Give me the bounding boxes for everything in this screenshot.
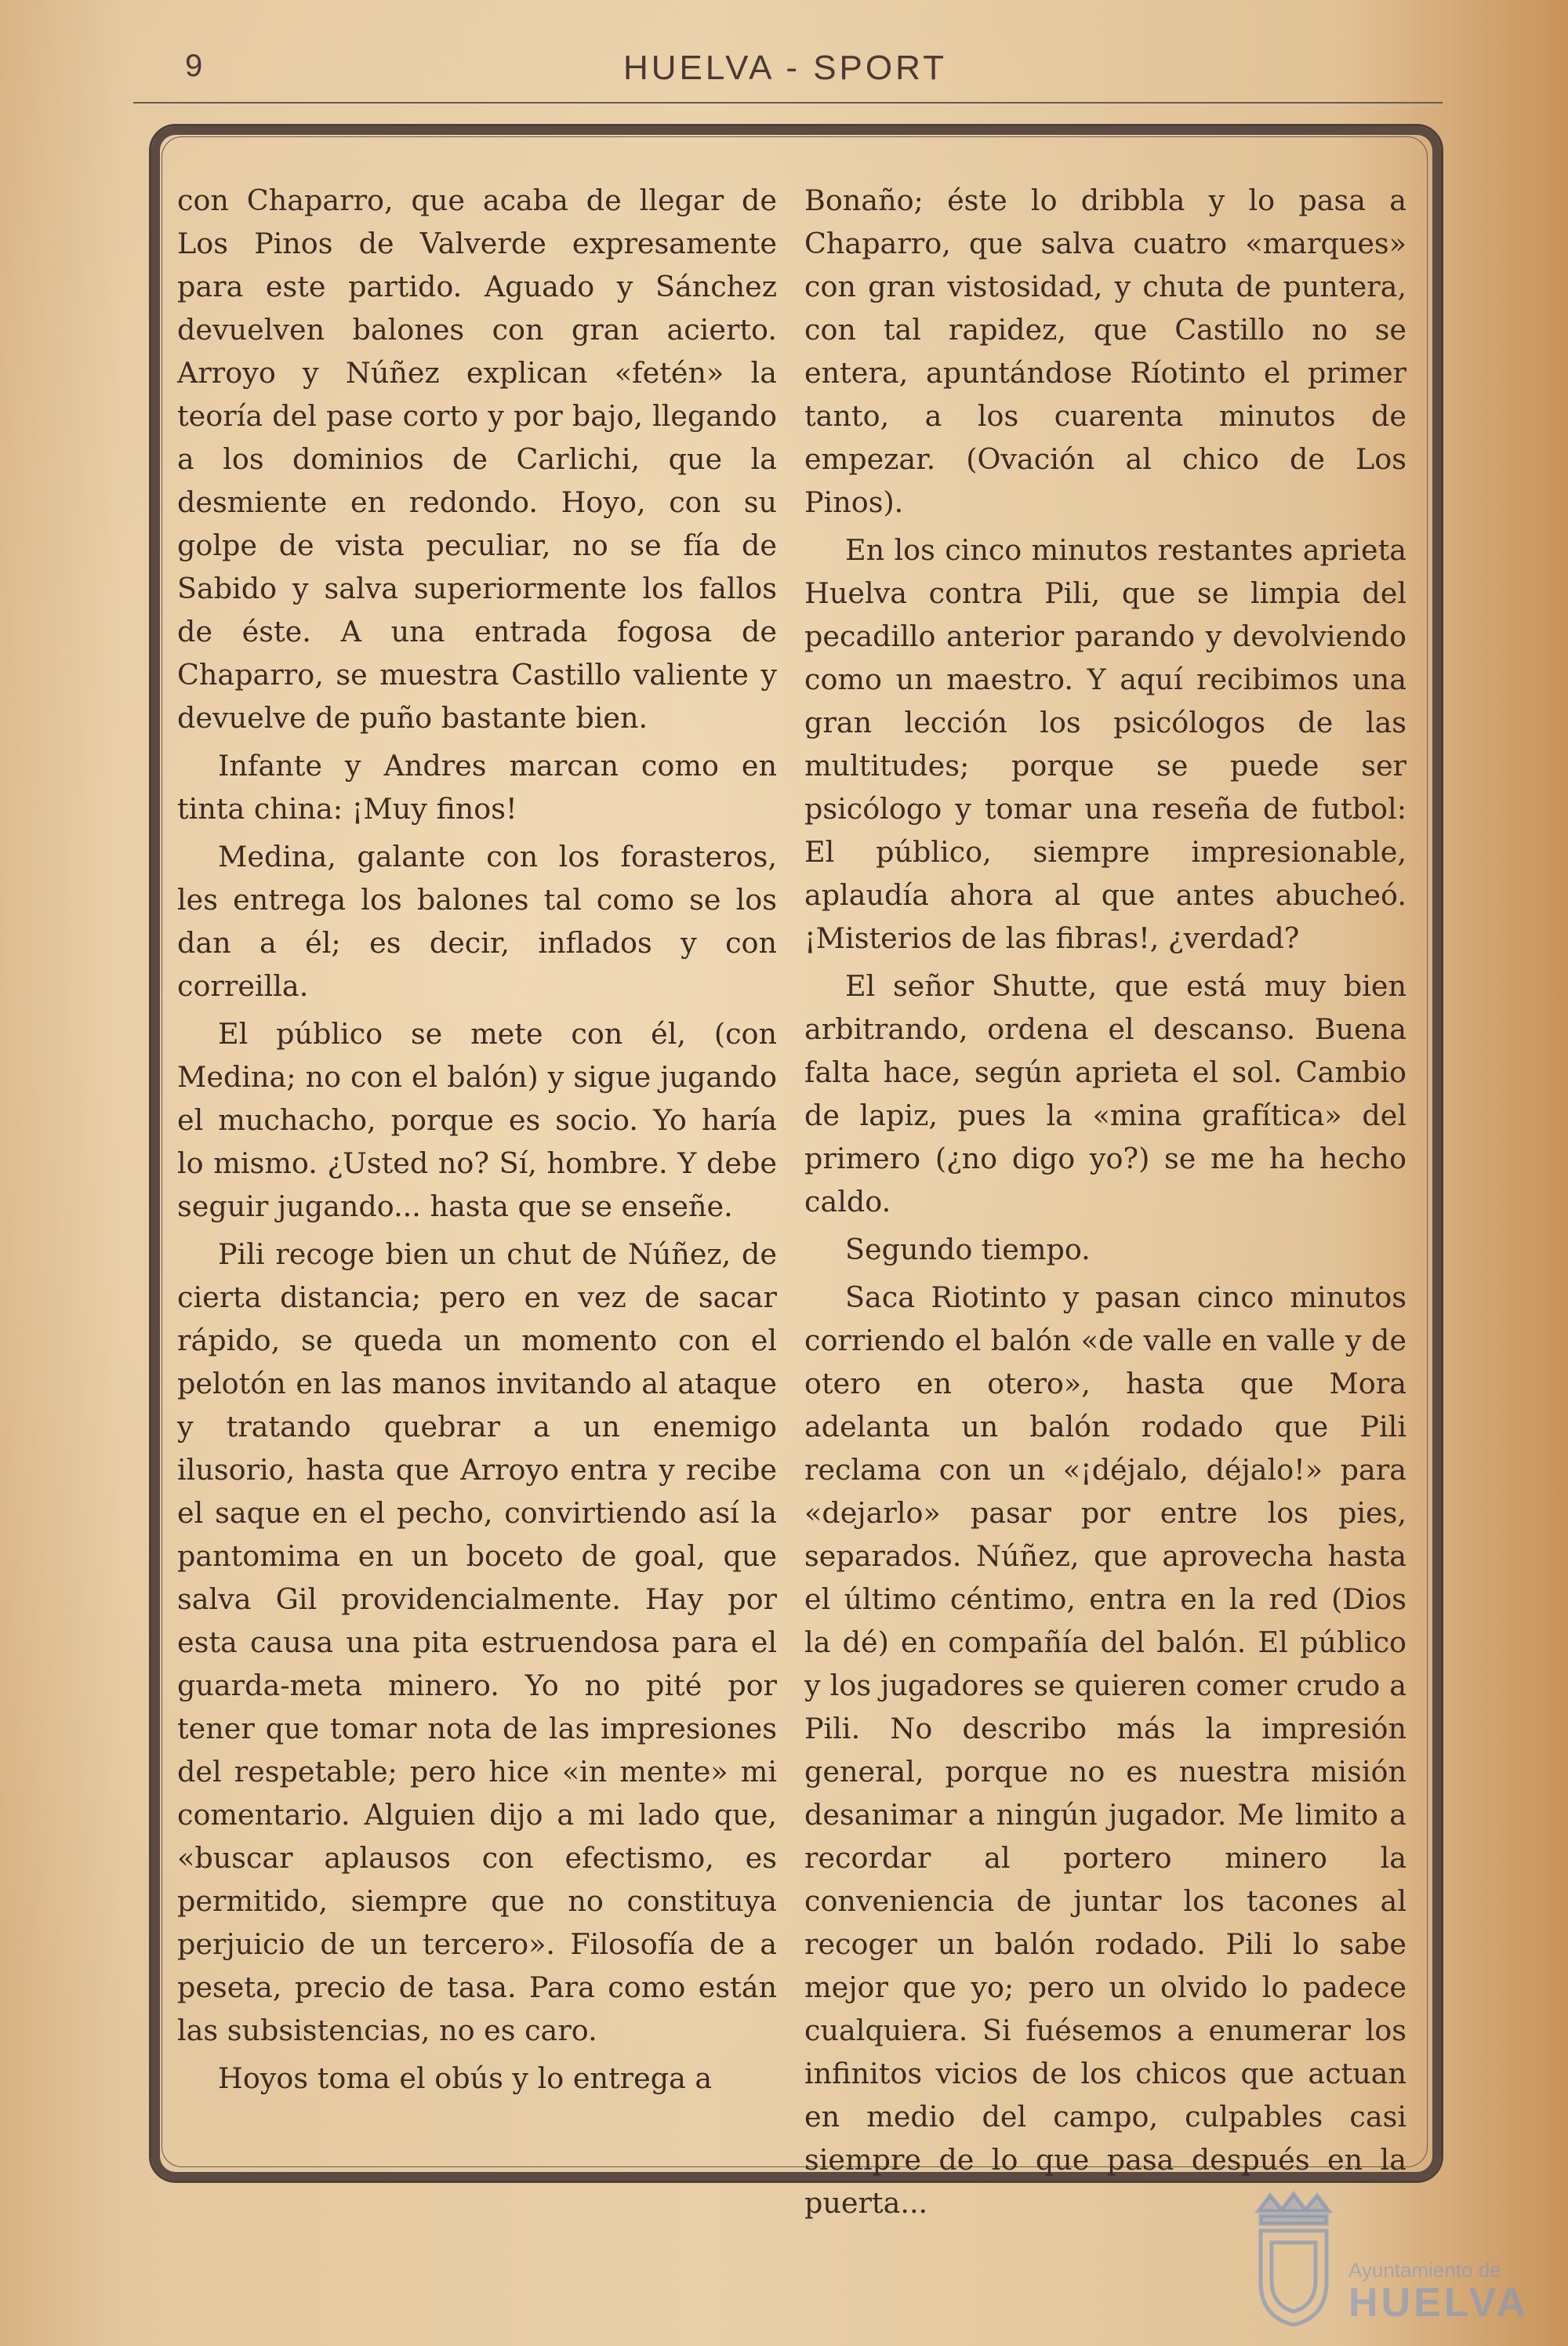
running-head <box>0 49 1568 96</box>
publication-title: HUELVA - SPORT <box>623 49 947 87</box>
paragraph: Hoyos toma el obús y lo entrega a <box>218 2061 713 2095</box>
header-rule <box>133 102 1443 104</box>
paragraph: Infante y Andres marcan como en tinta china: ¡Muy finos! <box>177 749 777 826</box>
paragraph: Pili recoge bien un chut de Núñez, de cierta distancia; pero en vez de sacar rápido, se queda un momento con el pelotón en las manos invitando al ataque y tratando quebrar a un enemigo ilusorio, hasta que Arroyo entra y recibe el saque en el pecho, convirtiendo así la pantomima en un boceto de goal, que salva Gil providencialmente. Hay por esta causa una pita estruendosa para el guarda-meta minero. Yo no pité por tener que tomar nota de las impresiones del respetable; pero hice «in mente» mi comentario. Alguien dijo a mi lado que, «buscar aplausos con efectismo, es permitido, siempre que no constituya perjuicio de un tercero». Filosofía de a peseta, precio de tasa. Para como están las subsistencias, no es caro. <box>177 1237 777 2047</box>
city-crest-icon <box>1247 2188 1341 2329</box>
paragraph: Saca Riotinto y pasan cinco minutos corriendo el balón «de valle en valle y de otero en otero», hasta que Mora adelanta un balón rodado que Pili reclama con un «¡déjalo, déjalo!» para «dejarlo» pasar por entre los pies, separados. Núñez, que aprovecha hasta el último céntimo, entra en la red (Dios la dé) en compañía del balón. El público y los jugadores se quieren comer crudo a Pili. No describo más la impresión general, porque no es nuestra misión desanimar a ningún jugador. Me limito a recordar al portero minero la conveniencia de juntar los tacones al recoger un balón rodado. Pili lo sabe mejor que yo; pero un olvido lo padece cualquiera. Si fuésemos a enumerar los infinitos vicios de los chicos que actuan en medio del campo, culpables casi siempre de lo que pasa después en la puerta... <box>804 1280 1406 2220</box>
right-column <box>804 179 1406 2229</box>
paragraph: Segundo tiempo. <box>845 1233 1091 1266</box>
paragraph: Bonaño; éste lo dribbla y lo pasa a Chaparro, que salva cuatro «marques» con gran vistosidad, y chuta de puntera, con tal rapidez, que Castillo no se entera, apuntándose Ríotinto el primer tanto, a los cuarenta minutos de empezar. (Ovación al chico de Los Pinos). <box>804 183 1406 519</box>
page-number: 9 <box>185 49 203 83</box>
watermark-line1: Ayuntamiento de <box>1348 2258 1501 2282</box>
watermark-line2: HUELVA <box>1348 2280 1530 2326</box>
paragraph: En los cinco minutos restantes aprieta Huelva contra Pili, que se limpia del pecadillo anterior parando y devolviendo como un maestro. Y aquí recibimos una gran lección los psicólogos de las multitudes; porque se puede ser psicólogo y tomar una reseña de futbol: El público, siempre impresionable, aplaudía ahora al que antes abucheó. ¡Misterios de las fibras!, ¿verdad? <box>804 533 1406 955</box>
paragraph: El público se mete con él, (con Medina; no con el balón) y sigue jugando el muchacho, porque es socio. Yo haría lo mismo. ¿Usted no? Sí, hombre. Y debe seguir jugando... hasta que se enseñe. <box>177 1017 777 1223</box>
archive-watermark <box>1348 2258 1560 2326</box>
left-column <box>177 179 777 2104</box>
paragraph: con Chaparro, que acaba de llegar de Los Pinos de Valverde expresamente para este partido. Aguado y Sánchez devuelven balones con gran acierto. Arroyo y Núñez explican «fetén» la teoría del pase corto y por bajo, llegando a los dominios de Carlichi, que la desmiente en redondo. Hoyo, con su golpe de vista peculiar, no se fía de Sabido y salva superiormente los fallos de éste. A una entrada fogosa de Chaparro, se muestra Castillo valiente y devuelve de puño bastante bien. <box>177 183 777 735</box>
paragraph: Medina, galante con los forasteros, les entrega los balones tal como se los dan a él; es decir, inflados y con correilla. <box>177 840 777 1003</box>
paragraph: El señor Shutte, que está muy bien arbitrando, ordena el descanso. Buena falta hace, según aprieta el sol. Cambio de lapiz, pues la «mina grafítica» del primero (¿no digo yo?) se me ha hecho caldo. <box>804 969 1406 1218</box>
